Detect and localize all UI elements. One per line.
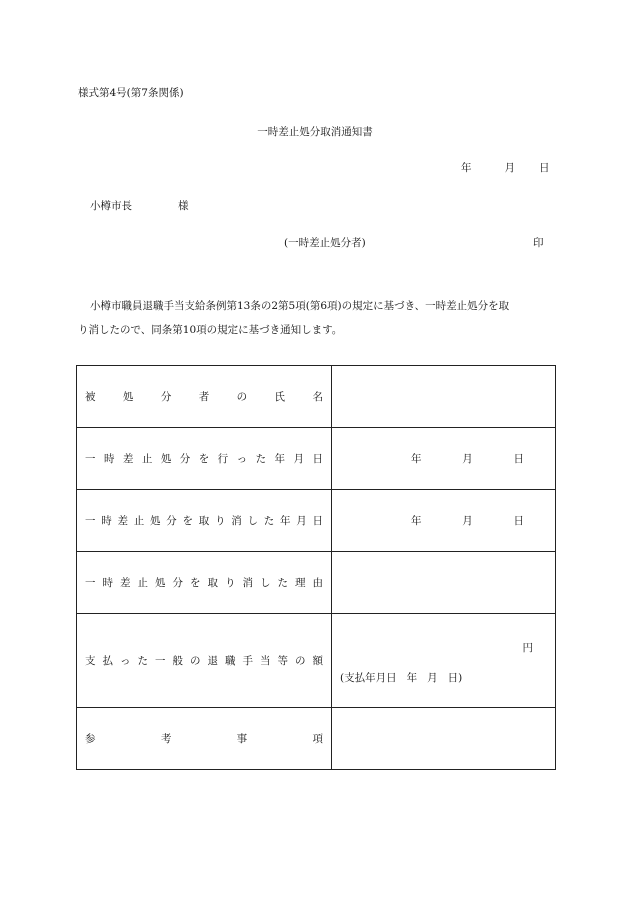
- label-char: 取: [207, 577, 218, 589]
- label-char: 分: [160, 391, 172, 403]
- date-year-label: 年: [406, 672, 418, 684]
- label-char: た: [277, 577, 288, 589]
- label-char: 一: [85, 515, 96, 527]
- label-char: 般: [172, 655, 183, 667]
- label-char: 一: [155, 655, 166, 667]
- label-char: た: [263, 515, 275, 527]
- label-char: 差: [117, 515, 128, 527]
- issue-date: [461, 160, 550, 175]
- label-char: 退: [207, 655, 218, 667]
- date-month-label: 月: [427, 672, 438, 684]
- label-char: 時: [102, 577, 113, 589]
- label-char: 由: [312, 577, 323, 589]
- label-char: 一: [85, 453, 96, 465]
- label-char: 一: [85, 577, 96, 589]
- date-month-label: 月: [504, 162, 515, 174]
- label-char: っ: [120, 655, 131, 667]
- label-char: 等: [277, 655, 288, 667]
- label-char: 職: [225, 655, 236, 667]
- table-row: [77, 614, 556, 708]
- label-char: た: [137, 655, 148, 667]
- spread-label: [85, 513, 323, 528]
- label-char: 支: [85, 655, 96, 667]
- label-char: を: [198, 453, 210, 465]
- date-day-label: 日: [513, 453, 524, 465]
- date-year-label: 年: [461, 162, 472, 174]
- row-label: [77, 490, 332, 552]
- label-char: 時: [103, 453, 115, 465]
- label-char: 行: [217, 453, 229, 465]
- label-char: 処: [155, 577, 166, 589]
- remarks-field[interactable]: [332, 708, 556, 770]
- label-char: 分: [172, 577, 183, 589]
- label-char: 分: [166, 515, 177, 527]
- label-char: 処: [150, 515, 161, 527]
- date-year-label: 年: [411, 453, 422, 465]
- addressee: [90, 198, 189, 213]
- paid-amount-field[interactable]: [332, 614, 556, 708]
- addressee-suffix: 様: [178, 200, 189, 212]
- payment-date-label: (支払年月日: [340, 672, 397, 684]
- label-char: 事: [236, 733, 248, 745]
- notice-form-table: [76, 365, 556, 770]
- payment-date-line: [340, 670, 462, 685]
- recipient-name-field[interactable]: [332, 366, 556, 428]
- yen-unit: 円: [522, 642, 533, 654]
- label-char: し: [260, 577, 271, 589]
- notice-body-line: り消したので、同条第10項の規定に基づき通知します。: [78, 324, 343, 337]
- label-char: を: [182, 515, 193, 527]
- table-row: [77, 708, 556, 770]
- date-month-label: 月: [462, 453, 473, 465]
- label-char: 項: [312, 733, 323, 745]
- label-char: 手: [242, 655, 253, 667]
- label-char: を: [190, 577, 201, 589]
- label-char: の: [190, 655, 201, 667]
- label-char: 差: [122, 453, 134, 465]
- label-char: 月: [293, 453, 304, 465]
- document-title: 一時差止処分取消通知書: [257, 126, 373, 138]
- table-row: [77, 366, 556, 428]
- spread-label: [85, 451, 323, 466]
- label-char: 理: [295, 577, 306, 589]
- spread-label: [85, 389, 323, 404]
- label-char: り: [215, 515, 226, 527]
- label-char: 処: [160, 453, 172, 465]
- row-label: [77, 614, 332, 708]
- spread-label: [85, 731, 323, 746]
- label-char: 当: [260, 655, 271, 667]
- row-label: [77, 428, 332, 490]
- label-char: 止: [137, 577, 148, 589]
- label-char: 者: [198, 391, 210, 403]
- cancellation-reason-field[interactable]: [332, 552, 556, 614]
- label-char: っ: [236, 453, 248, 465]
- label-char: 日: [312, 453, 323, 465]
- label-char: 取: [198, 515, 210, 527]
- label-char: し: [247, 515, 258, 527]
- label-char: 参: [85, 733, 96, 745]
- label-char: 消: [242, 577, 253, 589]
- label-char: 年: [280, 515, 291, 527]
- table-row: [77, 552, 556, 614]
- date-year-label: 年: [411, 515, 422, 527]
- label-char: 時: [101, 515, 112, 527]
- label-char: 氏: [274, 391, 286, 403]
- label-char: 止: [141, 453, 153, 465]
- label-char: 分: [179, 453, 191, 465]
- addressee-name: 小樽市長: [90, 200, 132, 212]
- table-row: [77, 490, 556, 552]
- label-char: 名: [312, 391, 323, 403]
- spread-label: [85, 653, 323, 668]
- notice-body-line: 小樽市職員退職手当支給条例第13条の2第5項(第6項)の規定に基づき、一時差止処分を取: [90, 300, 510, 312]
- label-char: た: [255, 453, 267, 465]
- row-label: [77, 552, 332, 614]
- label-char: 消: [231, 515, 242, 527]
- label-char: 日: [312, 515, 323, 527]
- row-label: [77, 366, 332, 428]
- label-char: 止: [133, 515, 145, 527]
- seal-mark: 印: [533, 237, 544, 249]
- label-char: 年: [274, 453, 286, 465]
- date-day-label: 日: [513, 515, 524, 527]
- row-label: [77, 708, 332, 770]
- spread-label: [85, 575, 323, 590]
- label-char: 差: [120, 577, 131, 589]
- label-char: り: [225, 577, 236, 589]
- date-month-label: 月: [462, 515, 473, 527]
- cancellation-date-field[interactable]: [332, 490, 556, 552]
- date-day-label: 日): [447, 672, 463, 684]
- label-char: 払: [102, 655, 113, 667]
- label-char: 額: [312, 655, 323, 667]
- label-char: 処: [122, 391, 134, 403]
- form-number: 様式第4号(第7条関係): [78, 87, 184, 99]
- table-row: [77, 428, 556, 490]
- label-char: の: [236, 391, 248, 403]
- date-day-label: 日: [539, 162, 550, 174]
- notice-body: [78, 293, 558, 344]
- sender-label: (一時差止処分者): [284, 237, 366, 249]
- label-char: 被: [85, 391, 96, 403]
- suspension-date-field[interactable]: [332, 428, 556, 490]
- label-char: の: [295, 655, 306, 667]
- label-char: 月: [296, 515, 307, 527]
- label-char: 考: [160, 733, 172, 745]
